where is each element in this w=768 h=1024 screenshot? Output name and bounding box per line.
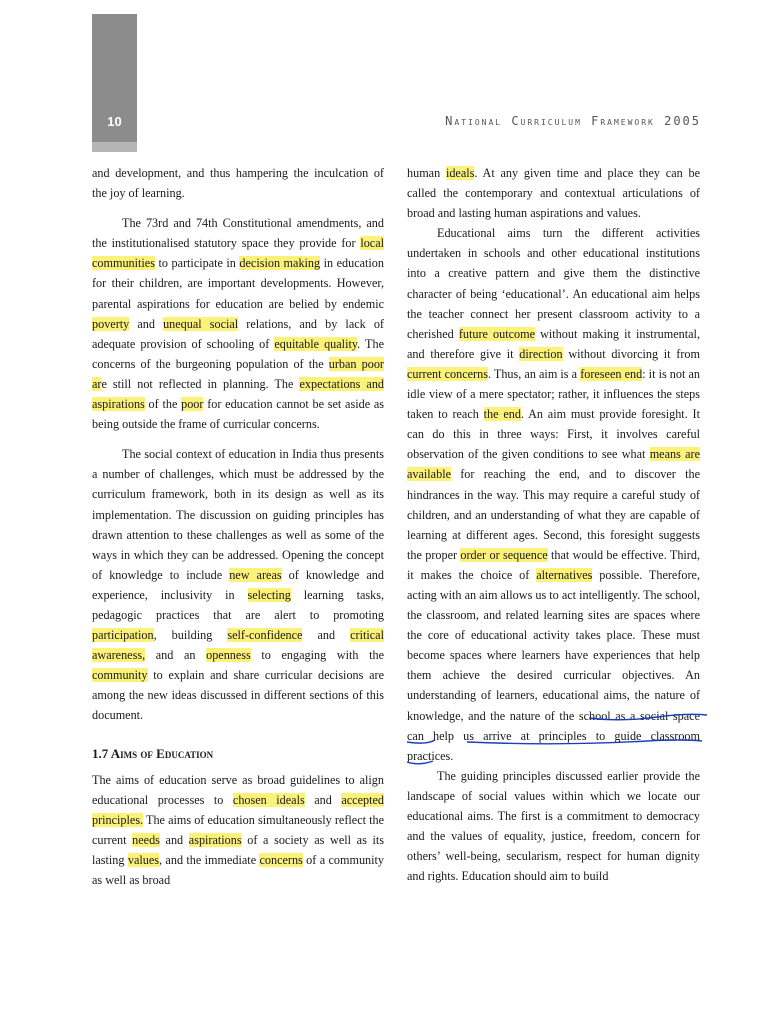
running-title: National Curriculum Framework 2005 <box>445 114 701 128</box>
left-column <box>92 163 384 890</box>
text-run: of a society as well as its lasting <box>92 832 384 867</box>
text-run: for reaching the end, and to discover the hindrances in the way. This may require a careful study of children, and an understanding of what they are capable of learning at different ages. Second, this foresight suggests the proper <box>407 467 700 562</box>
text-run: Educational aims turn the different activities undertaken in schools and other educational institutions into a creative pattern and give them the distinctive character of being ‘educational’. An educational aim helps the teacher connect her present classroom activity to a cherished <box>407 226 700 341</box>
page-tab <box>92 14 137 142</box>
paragraph <box>92 163 384 203</box>
highlighted-text: openness <box>206 648 251 663</box>
highlighted-text: the end <box>483 407 521 422</box>
highlighted-text: current concerns <box>407 366 488 381</box>
text-run: e still not reflected in planning. The <box>101 376 300 391</box>
highlighted-text: local communities <box>92 236 384 271</box>
highlighted-text: aspirations <box>188 832 242 847</box>
highlighted-text: foreseen end <box>580 366 643 381</box>
text-run: possible. Therefore, acting with an aim allows us to act intelligently. The school, the classroom, and related learning sites are spaces where the core of educational activity takes place. These must become spaces where learners have experiences that help them achieve the desired curricular objectives. An understanding of learners, educational aims, the nature of knowledge, and the nature of the school as a social space can help us arrive at principles to guide classroom practices. <box>407 567 700 763</box>
text-run: in education for their children, are important developments. However, parental aspirations for education are belied by endemic <box>92 256 384 311</box>
text-run: and an <box>145 648 207 663</box>
text-run: learning tasks, pedagogic practices that are alert to promoting <box>92 587 384 622</box>
text-run: without divorcing it from <box>562 346 700 361</box>
highlighted-text: expectations and aspirations <box>92 376 385 412</box>
text-run: and <box>159 832 189 847</box>
highlighted-text: equitable quality <box>274 336 358 351</box>
highlighted-text: accepted principles. <box>92 792 384 827</box>
text-run: and <box>129 316 164 331</box>
text-run: and <box>304 792 342 807</box>
text-run: of a community as well as broad <box>92 853 384 888</box>
text-run: , and the immediate <box>159 853 260 867</box>
text-run: and development, and thus hampering the inculcation of the joy of learning. <box>92 166 384 201</box>
right-column <box>407 163 700 886</box>
paragraph <box>407 223 700 766</box>
paragraph <box>92 770 384 891</box>
paragraph <box>407 163 700 223</box>
highlighted-text: concerns <box>259 853 303 867</box>
highlighted-text: unequal social <box>163 316 239 331</box>
highlighted-text: urban poor ar <box>92 356 384 391</box>
paragraph <box>92 444 384 725</box>
text-run: human <box>407 166 446 180</box>
highlighted-text: means are available <box>407 447 700 482</box>
page-number: 10 <box>107 114 122 129</box>
text-run: for education cannot be set aside as being outside the frame of curricular concerns. <box>92 397 384 432</box>
text-run: to explain and share curricular decisions are among the new ideas discussed in different sections of this document. <box>92 668 384 723</box>
text-run: The 73rd and 74th Constitutional amendments, and the institutionalised statutory space they provide for <box>92 216 384 251</box>
highlighted-text: self-confidence <box>227 628 303 643</box>
text-run: to engaging with the <box>250 648 384 663</box>
paragraph <box>92 213 384 434</box>
highlighted-text: critical awareness, <box>92 628 384 663</box>
text-run: without making it instrumental, and therefore give it <box>407 326 700 361</box>
highlighted-text: selecting <box>247 587 291 602</box>
highlighted-text: poor <box>181 397 204 412</box>
text-run: . An aim must provide foresight. It can do this in three ways: First, it involves careful observation of the given conditions to see what <box>407 407 700 462</box>
highlighted-text: chosen ideals <box>232 792 305 807</box>
text-run: : it is not an idle view of a mere spectator; rather, it influences the steps taken to reach <box>407 366 700 422</box>
text-run: . At any given time and place they can be called the contemporary and contextual articulations of broad and lasting human aspirations and values. <box>407 166 700 221</box>
highlighted-text: community <box>92 668 148 683</box>
page-tab-stripe <box>92 142 137 152</box>
text-run: . The concerns of the burgeoning population of the <box>92 336 384 371</box>
highlighted-text: order or sequence <box>460 547 548 562</box>
highlighted-text: future outcome <box>458 326 535 341</box>
text-run: of the <box>144 397 182 412</box>
highlighted-text: ideals <box>445 166 475 180</box>
highlighted-text: direction <box>519 346 563 361</box>
text-run: , building <box>153 628 228 643</box>
text-run: . Thus, an aim is a <box>487 366 581 381</box>
text-run: The aims of education serve as broad guidelines to align educational processes to <box>92 772 384 807</box>
text-run: that would be effective. Third, it makes the choice of <box>407 547 700 582</box>
highlighted-text: needs <box>132 832 160 847</box>
text-run: of knowledge and experience, inclusivity in <box>92 567 384 602</box>
text-run: relations, and by lack of adequate provision of schooling of <box>92 316 384 351</box>
highlighted-text: alternatives <box>536 567 593 582</box>
paragraph <box>407 766 700 887</box>
highlighted-text: participation <box>92 628 154 643</box>
text-run: The aims of education simultaneously reflect the current <box>92 812 384 847</box>
highlighted-text: values <box>127 853 160 867</box>
text-run: The social context of education in India thus presents a number of challenges, which must be addressed by the curriculum framework, both in its design as well as its implementation. The discussion on guiding principles has drawn attention to these challenges as well as some of the ways in which they can be addressed. Opening the concept of knowledge to include <box>92 447 384 582</box>
highlighted-text: poverty <box>92 316 130 331</box>
highlighted-text: decision making <box>239 256 321 271</box>
highlighted-text: new areas <box>229 567 282 582</box>
text-run: The guiding principles discussed earlier provide the landscape of social values within which we locate our educational aims. The first is a commitment to democracy and the values of equality, justice, freedom, concern for others’ well-being, secularism, respect for human dignity and rights. Education should aim to build <box>407 768 700 884</box>
section-heading: 1.7 Aims of Education <box>92 745 214 761</box>
text-run: to participate in <box>154 256 240 271</box>
text-run: and <box>302 628 351 643</box>
